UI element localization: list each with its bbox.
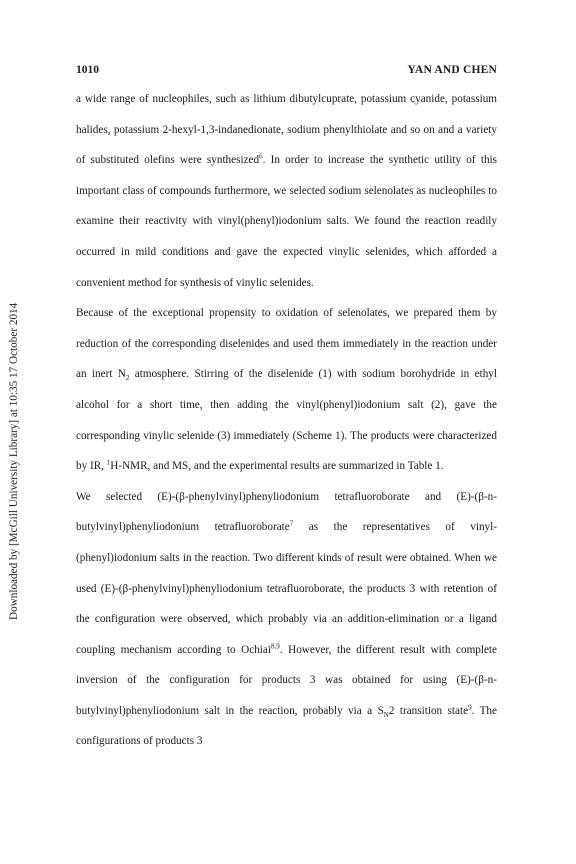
paragraph-3-text-a: We selected (E)-(β-phenylvinyl)phenyliodonium tetrafluoroborate and (E)-(β-n-butylvinyl)phenyliodonium tetrafluoroborate xyxy=(76,490,497,534)
paragraph-3-text-e: . The configurations of products 3 xyxy=(76,704,497,748)
superscript-1: 1 xyxy=(106,458,111,467)
running-head: YAN AND CHEN xyxy=(407,64,497,76)
body-text xyxy=(76,84,497,757)
subscript-2: 2 xyxy=(125,374,130,383)
paragraph-2-text-a: Because of the exceptional propensity to oxidation of selenolates, we prepared them by reduction of the corresponding diselenides and used them immediately in the reaction under an inert N xyxy=(76,307,497,381)
paragraph-3-text-b: as the representatives of vinyl-(phenyl)iodonium salts in the reaction. Two different kinds of result were obtained. When we used (E)-(β-phenylvinyl)phenyliodonium tetrafluoroborate, the products 3 with retention of the configuration were observed, which probably via an addition-elimination or a ligand coupling mechanism according to Ochiai xyxy=(76,521,497,656)
paragraph-3-text-c: . However, the different result with complete inversion of the configuration for products 3 was obtained for using (E)-(β-n-butylvinyl)phenyliodonium salt in the reaction, probably via a S xyxy=(76,643,498,717)
paragraph-3 xyxy=(76,482,497,757)
paragraph-3-text-d: 2 transition state xyxy=(388,704,469,717)
subscript-n: N xyxy=(383,711,389,720)
paragraph-2-text-c: H-NMR, and MS, and the experimental results are summarized in Table 1. xyxy=(110,460,444,473)
page-number: 1010 xyxy=(76,64,99,76)
download-watermark: Downloaded by [McGill University Library] at 10:35 17 October 2014 xyxy=(8,302,20,620)
paragraph-1 xyxy=(76,84,497,298)
paragraph-2-text-b: atmosphere. Stirring of the diselenide (1) with sodium borohydride in ethyl alcohol for a short time, then adding the vinyl(phenyl)iodonium salt (2), gave the corresponding vinylic selenide (3) immediately (Scheme 1). The products were characterized by IR, xyxy=(76,368,498,473)
citation-6: 6 xyxy=(259,152,263,161)
citation-9: 9 xyxy=(468,703,472,712)
paragraph-1-text-a: a wide range of nucleophiles, such as lithium dibutylcuprate, potassium cyanide, potassium halides, potassium 2-hexyl-1,3-indanedionate, sodium phenylthiolate and so on and a variety of substituted olefins were synthesized xyxy=(76,93,497,167)
citation-8-9: 8,9 xyxy=(271,641,280,650)
paragraph-2 xyxy=(76,298,497,482)
citation-7: 7 xyxy=(289,519,294,528)
paragraph-1-text-b: . In order to increase the synthetic utility of this important class of compounds furthermore, we selected sodium selenolates as nucleophiles to examine their reactivity with vinyl(phenyl)iodonium salts. We found the reaction readily occurred in mild conditions and gave the expected vinylic selenides, which afforded a convenient method for synthesis of vinylic selenides. xyxy=(76,154,498,289)
